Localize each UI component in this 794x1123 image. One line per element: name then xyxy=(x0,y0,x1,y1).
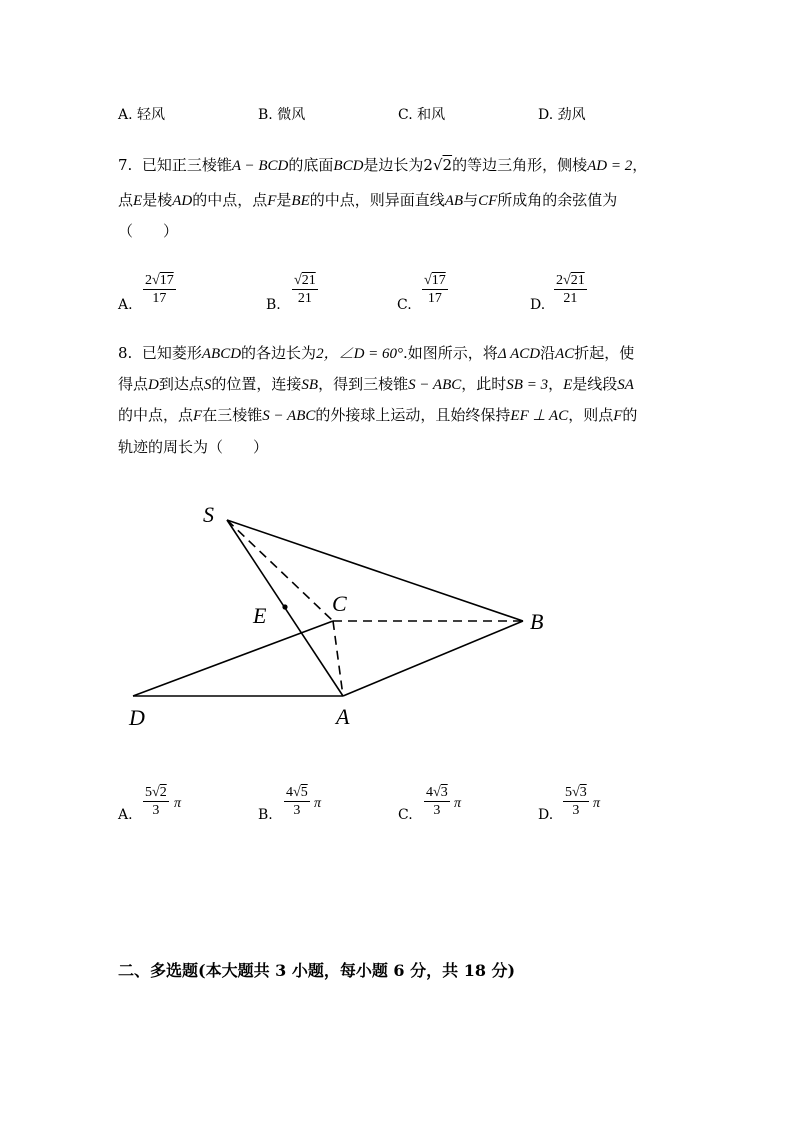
label-b: B xyxy=(530,609,544,634)
q8-option-b-label: B. xyxy=(258,807,273,823)
edge-sb xyxy=(227,520,523,621)
q7-option-d-fraction: $\frac{2√21}{21}$ xyxy=(556,273,585,306)
q8-option-c-pi: π xyxy=(454,796,462,811)
q6-option-c: C. 和风 xyxy=(398,107,446,123)
q8-option-c-label: C. xyxy=(398,807,413,823)
q6-option-b: B. 微风 xyxy=(258,107,306,123)
q7-option-c-label: C. xyxy=(397,297,412,313)
edge-sc-dashed xyxy=(227,520,333,621)
edge-dc xyxy=(133,621,333,696)
q6-option-d: D. 劲风 xyxy=(538,107,586,123)
q8-option-c-fraction: $\frac{4√3}{3}$ xyxy=(426,785,448,818)
q7-line-1: 7. 已知正三棱锥A − BCD的底面BCD是边长为2√2的等边三角形，侧棱AD = 2， xyxy=(118,156,648,174)
q7-option-b-fraction: $\frac{√21}{21}$ xyxy=(294,273,316,306)
q8-option-d-fraction: $\frac{5√3}{3}$ xyxy=(565,785,587,818)
tetrahedron-figure xyxy=(0,480,794,740)
q8-option-a-label: A. xyxy=(118,807,133,823)
label-d: D xyxy=(129,705,145,730)
q7-option-d-label: D. xyxy=(530,297,546,313)
q8-line-1: 8. 已知菱形ABCD的各边长为2，∠D = 60°.如图所示，将Δ ACD沿AC折起，使 xyxy=(118,344,635,362)
q7-option-a-label: A. xyxy=(118,297,133,313)
q7-option-b-label: B. xyxy=(266,297,281,313)
edge-ca-dashed xyxy=(333,621,343,696)
label-e: E xyxy=(253,603,267,628)
q8-option-d-pi: π xyxy=(593,796,601,811)
q8-option-b-pi: π xyxy=(314,796,322,811)
q7-line-2: 点E是棱AD的中点，点F是BE的中点，则异面直线AB与CF所成角的余弦值为 xyxy=(118,191,618,209)
point-e-dot xyxy=(282,604,287,609)
edge-ba xyxy=(343,621,523,696)
label-s: S xyxy=(203,502,214,527)
q7-option-c-fraction: $\frac{√17}{17}$ xyxy=(424,273,446,306)
q7-answer-blank: （ ） xyxy=(118,222,179,240)
q8-line-3: 的中点，点F在三棱锥S − ABC的外接球上运动，且始终保持EF ⊥ AC，则点F的 xyxy=(118,406,638,424)
q8-option-d-label: D. xyxy=(538,807,554,823)
q8-line-2: 得点D到达点S的位置，连接SB，得到三棱锥S − ABC，此时SB = 3，E是线段SA xyxy=(118,375,634,393)
label-a: A xyxy=(336,704,350,729)
q7-option-a-fraction: $\frac{2√17}{17}$ xyxy=(145,273,174,306)
q8-option-b-fraction: $\frac{4√5}{3}$ xyxy=(286,785,308,818)
q6-option-a: A. 轻风 xyxy=(118,107,166,123)
q8-option-a-fraction: $\frac{5√2}{3}$ xyxy=(145,785,167,818)
q8-option-a-pi: π xyxy=(174,796,182,811)
q8-line-4: 轨迹的周长为（ ） xyxy=(118,438,269,456)
section-2-heading: 二、多选题(本大题共 3 小题，每小题 6 分，共 18 分) xyxy=(118,961,516,980)
label-c: C xyxy=(332,591,347,616)
